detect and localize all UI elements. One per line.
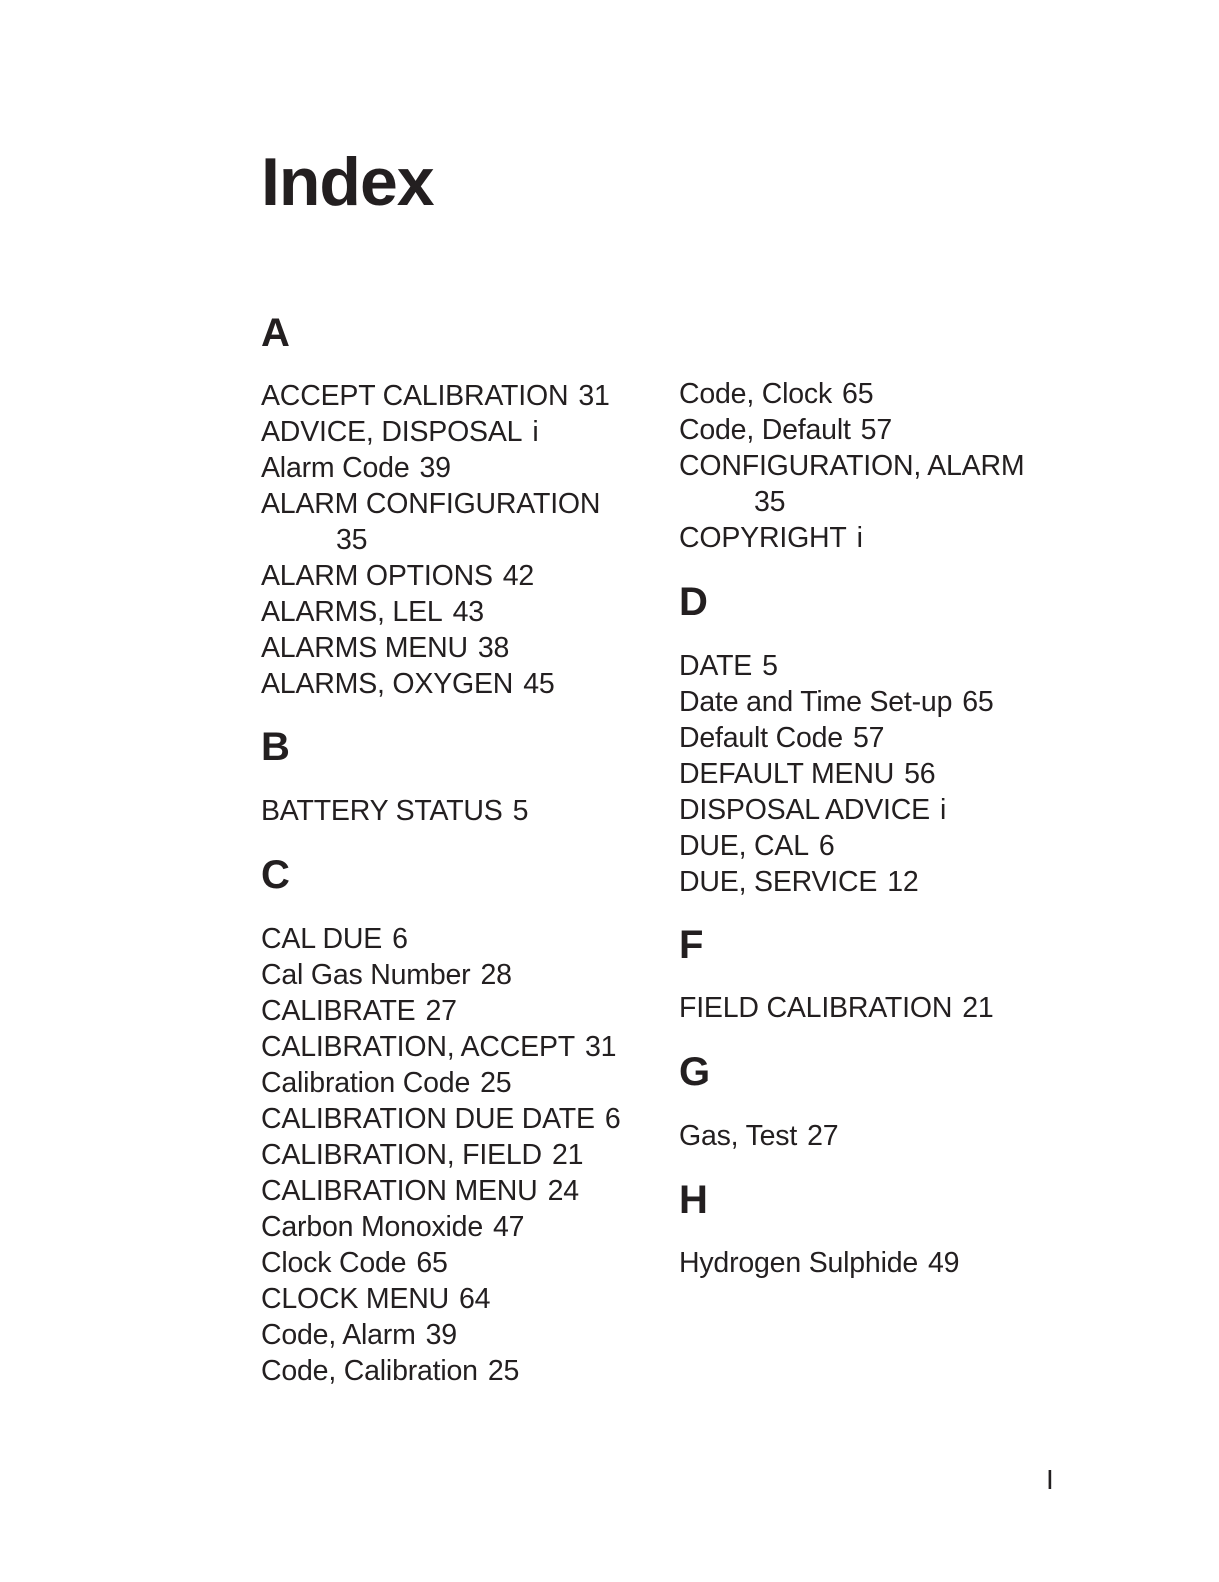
entry-term: ALARM CONFIGURATION: [261, 488, 601, 520]
index-entry: [679, 868, 919, 897]
index-entry: [679, 524, 863, 553]
index-entry: [679, 380, 873, 409]
entry-page: 45: [523, 668, 555, 700]
section-letter-f: F: [679, 923, 704, 967]
entry-page: 5: [762, 650, 778, 682]
entry-term: CONFIGURATION, ALARM: [679, 450, 1025, 482]
index-entry: [679, 832, 835, 861]
entry-term: CALIBRATION, FIELD: [261, 1139, 542, 1171]
entry-page: 49: [928, 1247, 960, 1279]
entry-page: 65: [962, 686, 994, 718]
entry-term: Default Code: [679, 722, 843, 754]
index-entry: [261, 1033, 616, 1062]
index-entry: [261, 1069, 511, 1098]
section-letter-h: H: [679, 1178, 708, 1222]
entry-term: Code, Calibration: [261, 1355, 478, 1387]
entry-term: BATTERY STATUS: [261, 795, 503, 827]
entry-term: Code, Clock: [679, 378, 833, 410]
entry-term: ADVICE, DISPOSAL: [261, 416, 523, 448]
section-letter-a: A: [261, 311, 290, 355]
entry-page: 25: [480, 1067, 512, 1099]
entry-page: 24: [547, 1175, 579, 1207]
entry-term: Hydrogen Sulphide: [679, 1247, 919, 1279]
index-entry: [261, 598, 484, 627]
index-entry: [261, 1141, 583, 1170]
index-entry-page-continued: 35: [336, 524, 368, 556]
entry-page: 27: [807, 1120, 839, 1152]
index-entry: [261, 562, 534, 591]
page-number: I: [1046, 1464, 1054, 1495]
index-entry: [261, 418, 538, 447]
entry-page: 42: [502, 560, 535, 592]
entry-term: Date and Time Set-up: [679, 686, 953, 718]
index-entry: [679, 652, 778, 681]
index-entry: [261, 490, 610, 519]
entry-term: Clock Code: [261, 1247, 407, 1279]
entry-page: 21: [551, 1139, 584, 1171]
entry-term: ALARMS, OXYGEN: [261, 668, 514, 700]
entry-term: ACCEPT CALIBRATION: [261, 380, 569, 412]
entry-term: COPYRIGHT: [679, 522, 847, 554]
entry-term: Gas, Test: [679, 1120, 798, 1152]
index-entry: [261, 382, 610, 411]
entry-page: 64: [459, 1283, 491, 1315]
entry-page: 25: [487, 1355, 520, 1387]
entry-page: i: [532, 416, 539, 448]
index-entry: [679, 796, 946, 825]
index-entry: [261, 1357, 519, 1386]
entry-page: 65: [842, 378, 874, 410]
index-entry: [679, 688, 994, 717]
entry-term: CALIBRATE: [261, 995, 416, 1027]
entry-term: DATE: [679, 650, 753, 682]
entry-term: Code, Alarm: [261, 1319, 416, 1351]
entry-term: FIELD CALIBRATION: [679, 992, 953, 1024]
entry-page: 6: [604, 1103, 621, 1135]
entry-page: i: [939, 794, 947, 826]
entry-term: ALARMS, LEL: [261, 596, 443, 628]
entry-term: DUE, CAL: [679, 830, 809, 862]
entry-term: CALIBRATION DUE DATE: [261, 1103, 595, 1135]
entry-term: CLOCK MENU: [261, 1283, 450, 1315]
entry-page: 27: [425, 995, 457, 1027]
section-letter-b: B: [261, 725, 290, 769]
index-entry: [261, 1213, 524, 1242]
entry-page: 57: [860, 414, 892, 446]
entry-page: 39: [425, 1319, 457, 1351]
entry-page: 65: [416, 1247, 448, 1279]
entry-page: 21: [962, 992, 994, 1024]
index-entry: [261, 454, 451, 483]
entry-term: Calibration Code: [261, 1067, 471, 1099]
index-entry: [679, 1249, 959, 1278]
index-entry: [679, 994, 994, 1023]
index-entry-page-continued: 35: [754, 486, 786, 518]
entry-term: ALARMS MENU: [261, 632, 468, 664]
entry-page: 38: [477, 632, 510, 664]
entry-term: CALIBRATION, ACCEPT: [261, 1031, 575, 1063]
entry-term: Carbon Monoxide: [261, 1211, 483, 1243]
page-title: Index: [261, 144, 434, 220]
index-entry: [261, 634, 509, 663]
entry-page: 31: [585, 1031, 617, 1063]
index-entry: [261, 925, 408, 954]
index-entry: [261, 961, 512, 990]
index-entry: [679, 416, 892, 445]
index-entry: [261, 797, 528, 826]
entry-page: 43: [452, 596, 484, 628]
entry-page: i: [856, 522, 863, 554]
entry-page: 12: [887, 866, 919, 898]
index-entry: [261, 670, 555, 699]
entry-page: 47: [492, 1211, 525, 1243]
section-letter-d: D: [679, 580, 708, 624]
index-entry: [261, 1177, 579, 1206]
entry-page: 6: [392, 923, 408, 955]
entry-term: DUE, SERVICE: [679, 866, 878, 898]
index-entry: [261, 997, 457, 1026]
entry-term: ALARM OPTIONS: [261, 560, 493, 592]
index-entry: [679, 1122, 838, 1151]
index-entry: [679, 760, 935, 789]
entry-page: 6: [818, 830, 835, 862]
entry-term: Cal Gas Number: [261, 959, 471, 991]
entry-term: CALIBRATION MENU: [261, 1175, 538, 1207]
index-entry: [679, 724, 884, 753]
index-entry: [261, 1285, 490, 1314]
entry-term: Code, Default: [679, 414, 851, 446]
index-entry: [261, 1321, 457, 1350]
index-entry: [679, 452, 1034, 481]
index-entry: [261, 1249, 448, 1278]
entry-term: DEFAULT MENU: [679, 758, 895, 790]
section-letter-g: G: [679, 1050, 711, 1094]
entry-page: 28: [480, 959, 512, 991]
index-entry: [261, 1105, 620, 1134]
entry-page: 57: [852, 722, 885, 754]
entry-page: 31: [578, 380, 610, 412]
entry-term: DISPOSAL ADVICE: [679, 794, 930, 826]
section-letter-c: C: [261, 853, 290, 897]
entry-term: Alarm Code: [261, 452, 410, 484]
entry-term: CAL DUE: [261, 923, 383, 955]
entry-page: 5: [512, 795, 529, 827]
entry-page: 56: [904, 758, 936, 790]
entry-page: 39: [419, 452, 451, 484]
